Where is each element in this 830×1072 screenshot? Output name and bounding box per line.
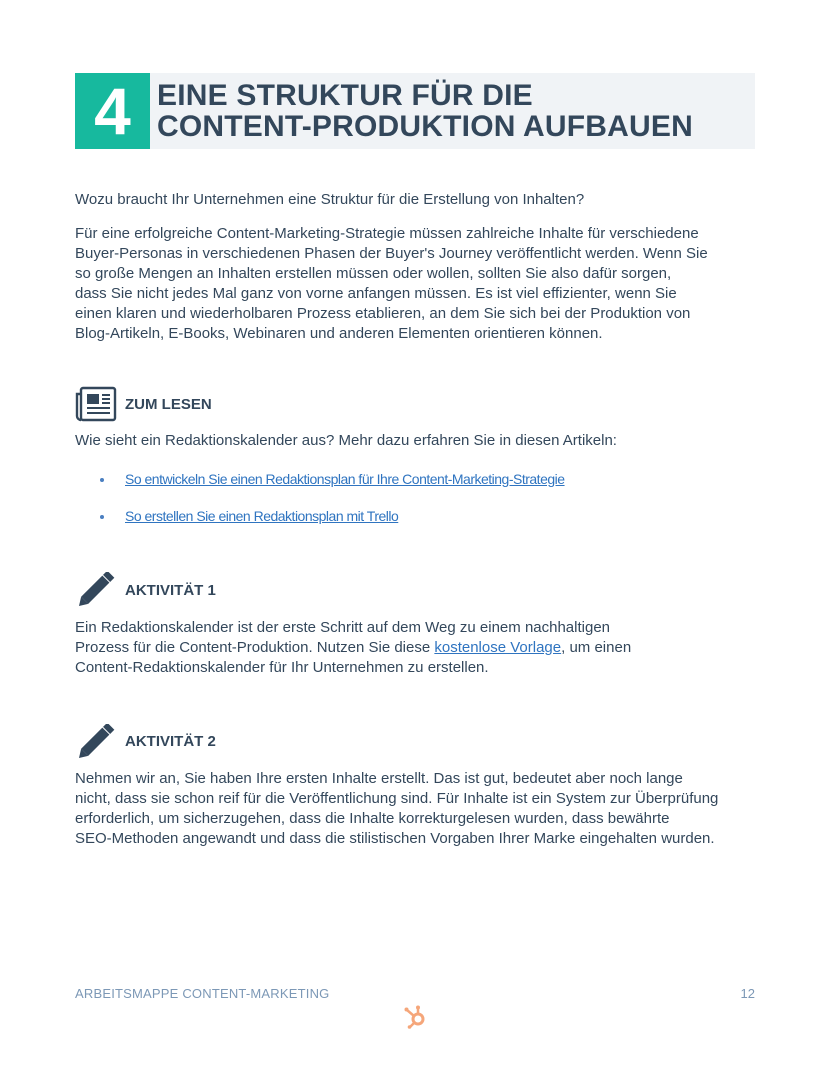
activity2-line: nicht, dass sie schon reif für die Veröffentlichung sind. Für Inhalte ist ein System zur Überprüfung [75, 790, 719, 807]
intro-body [75, 224, 765, 344]
reading-text: Wie sieht ein Redaktionskalender aus? Mehr dazu erfahren Sie in diesen Artikeln: [75, 432, 617, 449]
activity1-text [75, 618, 765, 678]
chapter-title-line-1: EINE STRUKTUR FÜR DIE [157, 79, 533, 112]
bullet-icon [100, 515, 104, 519]
activity1-line: Ein Redaktionskalender ist der erste Schritt auf dem Weg zu einem nachhaltigen [75, 619, 611, 636]
pencil-icon [75, 724, 115, 760]
newspaper-icon [75, 386, 117, 422]
activity2-line: SEO-Methoden angewandt und dass die stilistischen Vorgaben Ihrer Marke eingehalten wurden. [75, 830, 715, 847]
pencil-icon [75, 572, 115, 608]
intro-line: einen klaren und wiederholbaren Prozess etablieren, an dem Sie sich bei der Produktion von [75, 305, 691, 322]
activity2-line: Nehmen wir an, Sie haben Ihre ersten Inhalte erstellt. Das ist gut, bedeutet aber noch lange [75, 770, 683, 787]
intro-line: so große Mengen an Inhalten erstellen müssen oder wollen, sollten Sie also dafür sorgen, [75, 265, 672, 282]
activity1-text-segment: , um einen [561, 639, 632, 656]
chapter-title-line-2: CONTENT-PRODUKTION AUFBAUEN [157, 110, 693, 143]
hubspot-sprocket-icon [403, 1005, 429, 1029]
article-link-redaktionsplan-trello[interactable]: So erstellen Sie einen Redaktionsplan mit Trello [125, 508, 399, 524]
activity1-line [75, 638, 765, 658]
free-template-link[interactable]: kostenlose Vorlage [434, 639, 562, 656]
activity2-line: erforderlich, um sicherzugehen, dass die Inhalte korrekturgelesen wurden, dass bewährte [75, 810, 670, 827]
intro-question: Wozu braucht Ihr Unternehmen eine Struktur für die Erstellung von Inhalten? [75, 191, 585, 208]
intro-line: Blog-Artikeln, E-Books, Webinaren und anderen Elementen orientieren können. [75, 325, 603, 342]
intro-line: dass Sie nicht jedes Mal ganz von vorne anfangen müssen. Es ist viel effizienter, wenn Sie [75, 285, 677, 302]
activity1-line: Content-Redaktionskalender für Ihr Unternehmen zu erstellen. [75, 659, 489, 676]
intro-line: Für eine erfolgreiche Content-Marketing-Strategie müssen zahlreiche Inhalte für verschiedene [75, 225, 699, 242]
intro-line: Buyer-Personas in verschiedenen Phasen der Buyer's Journey veröffentlicht werden. Wenn Sie [75, 245, 708, 262]
chapter-title [157, 80, 747, 142]
activity1-text-segment: Prozess für die Content-Produktion. Nutzen Sie diese [75, 639, 435, 656]
activity2-text [75, 769, 765, 849]
activity2-label: AKTIVITÄT 2 [125, 733, 216, 750]
reading-label: ZUM LESEN [125, 396, 212, 413]
article-link-redaktionsplan-strategie[interactable]: So entwickeln Sie einen Redaktionsplan für Ihre Content-Marketing-Strategie [125, 471, 565, 487]
activity1-label: AKTIVITÄT 1 [125, 582, 216, 599]
bullet-icon [100, 478, 104, 482]
chapter-number: 4 [75, 73, 150, 149]
page-number: 12 [740, 986, 755, 1001]
footer-workbook-title: ARBEITSMAPPE CONTENT-MARKETING [75, 986, 330, 1001]
